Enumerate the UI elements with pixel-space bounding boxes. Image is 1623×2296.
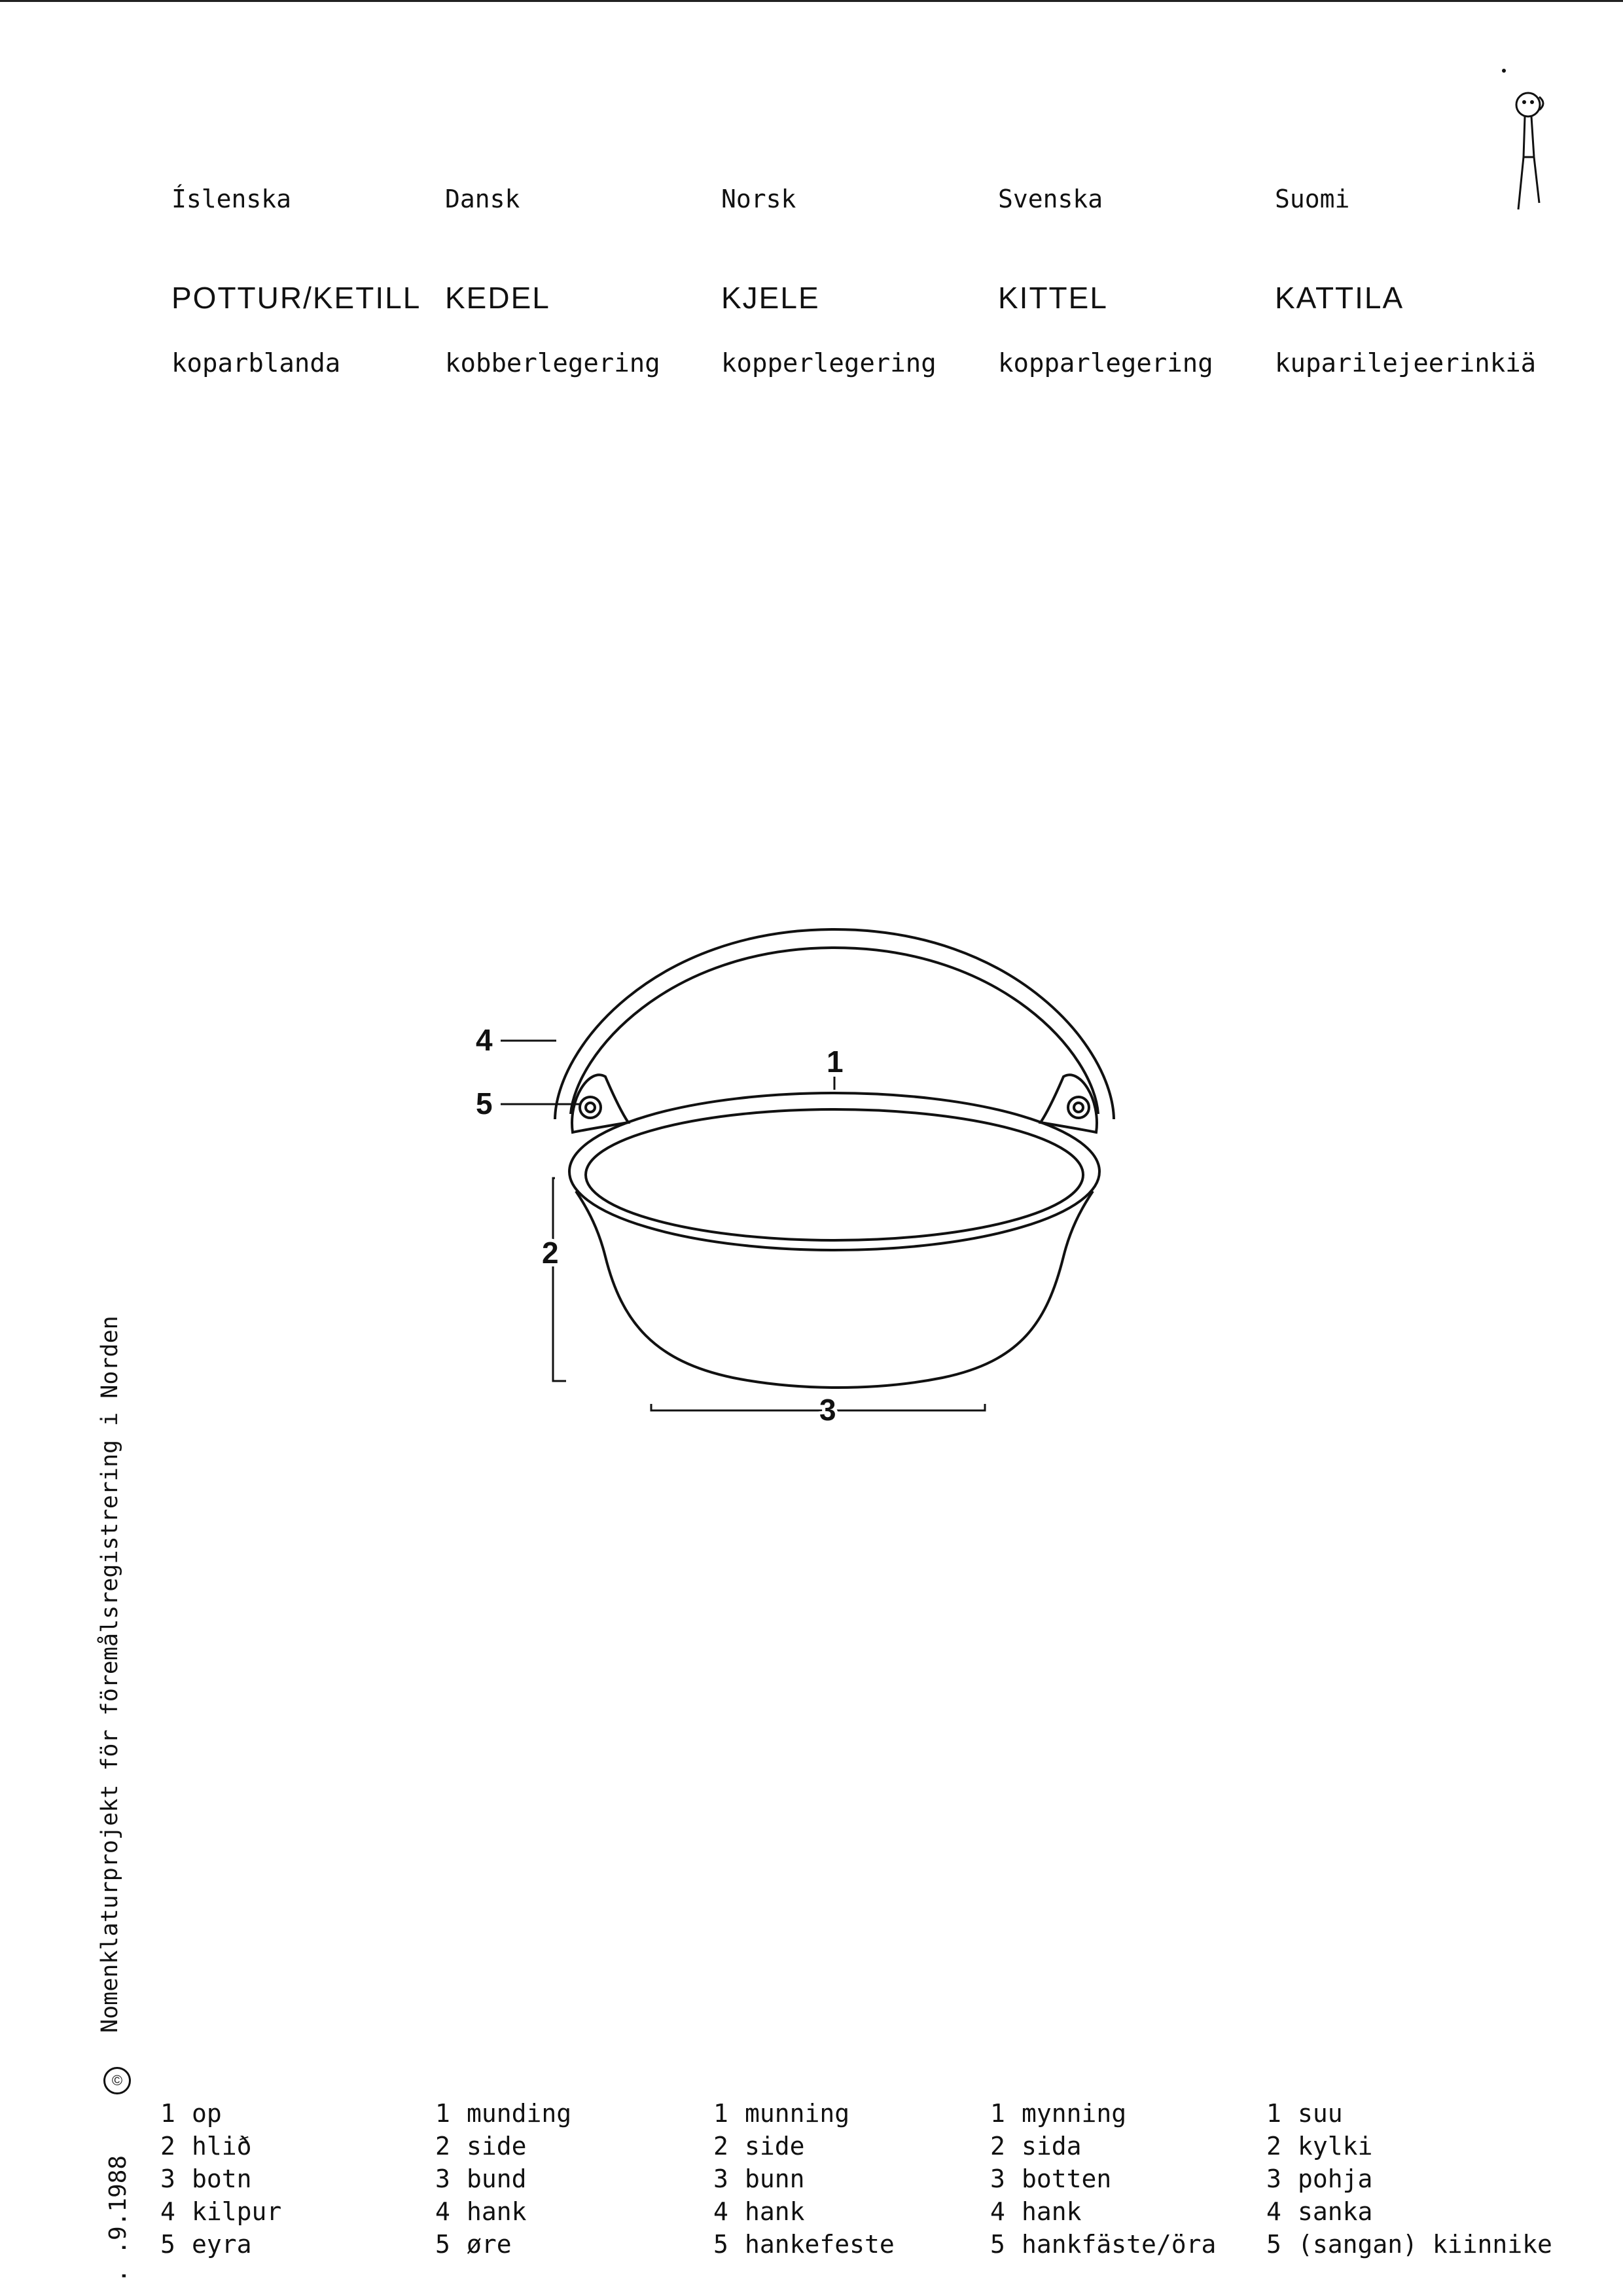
label-3: 3 — [819, 1393, 836, 1427]
list-item: 3 bund — [435, 2164, 527, 2193]
list-item: 2 sida — [990, 2132, 1082, 2161]
stick-figure-logo — [1499, 65, 1551, 223]
list-item: 3 botten — [990, 2164, 1112, 2193]
list-item: 4 hank — [990, 2197, 1082, 2226]
material-svenska: kopparlegering — [998, 349, 1213, 378]
ear-right-rivet — [1068, 1097, 1089, 1118]
material-islenska: koparblanda — [171, 349, 341, 378]
rim-outer — [569, 1093, 1099, 1250]
kettle-diagram — [458, 903, 1165, 1453]
list-item: 2 hlið — [160, 2132, 252, 2161]
copyright-symbol: © — [103, 2067, 131, 2094]
list-item: 5 øre — [435, 2230, 512, 2259]
list-item: 1 munning — [713, 2099, 850, 2128]
list-item: 4 sanka — [1266, 2197, 1373, 2226]
list-item: 5 eyra — [160, 2230, 252, 2259]
parts-list-norsk — [713, 2097, 895, 2261]
term-dansk: KEDEL — [445, 281, 550, 315]
label-4: 4 — [476, 1023, 493, 1057]
date-text: . .9.1988 — [105, 2155, 132, 2283]
list-item: 1 munding — [435, 2099, 572, 2128]
term-norsk: KJELE — [721, 281, 820, 315]
lang-name-svenska: Svenska — [998, 185, 1103, 213]
list-item: 3 pohja — [1266, 2164, 1373, 2193]
term-suomi: KATTILA — [1275, 281, 1404, 315]
lang-name-norsk: Norsk — [721, 185, 796, 213]
material-suomi: kuparilejeerinkiä — [1275, 349, 1537, 378]
list-item: 2 side — [435, 2132, 527, 2161]
list-item: 4 kilpur — [160, 2197, 282, 2226]
lang-name-dansk: Dansk — [445, 185, 520, 213]
side-project-text: Nomenklaturprojekt för föremålsregistrering i Norden — [97, 1316, 123, 2033]
label-2: 2 — [542, 1236, 559, 1270]
parts-list-suomi — [1266, 2097, 1552, 2261]
list-item: 3 botn — [160, 2164, 252, 2193]
list-item: 1 op — [160, 2099, 222, 2128]
parts-list-islenska — [160, 2097, 281, 2261]
material-norsk: kopperlegering — [721, 349, 936, 378]
label-1: 1 — [827, 1045, 844, 1079]
label-5: 5 — [476, 1086, 493, 1121]
material-dansk: kobberlegering — [445, 349, 660, 378]
list-item: 4 hank — [435, 2197, 527, 2226]
list-item: 3 bunn — [713, 2164, 805, 2193]
list-item: 2 kylki — [1266, 2132, 1373, 2161]
lang-name-islenska: Íslenska — [171, 185, 292, 213]
parts-list-svenska — [990, 2097, 1216, 2261]
handle-outer — [555, 929, 1114, 1119]
top-border-line — [0, 0, 1623, 2]
lang-name-suomi: Suomi — [1275, 185, 1350, 213]
list-item: 5 hankfäste/öra — [990, 2230, 1217, 2259]
list-item: 2 side — [713, 2132, 805, 2161]
rim-inner — [586, 1109, 1083, 1240]
ear-left-rivet — [580, 1097, 601, 1118]
parts-list-dansk — [435, 2097, 571, 2261]
term-islenska: POTTUR/KETILL — [171, 281, 421, 315]
list-item: 5 hankefeste — [713, 2230, 895, 2259]
list-item: 1 suu — [1266, 2099, 1343, 2128]
list-item: 1 mynning — [990, 2099, 1127, 2128]
term-svenska: KITTEL — [998, 281, 1108, 315]
list-item: 4 hank — [713, 2197, 805, 2226]
list-item: 5 (sangan) kiinnike — [1266, 2230, 1552, 2259]
